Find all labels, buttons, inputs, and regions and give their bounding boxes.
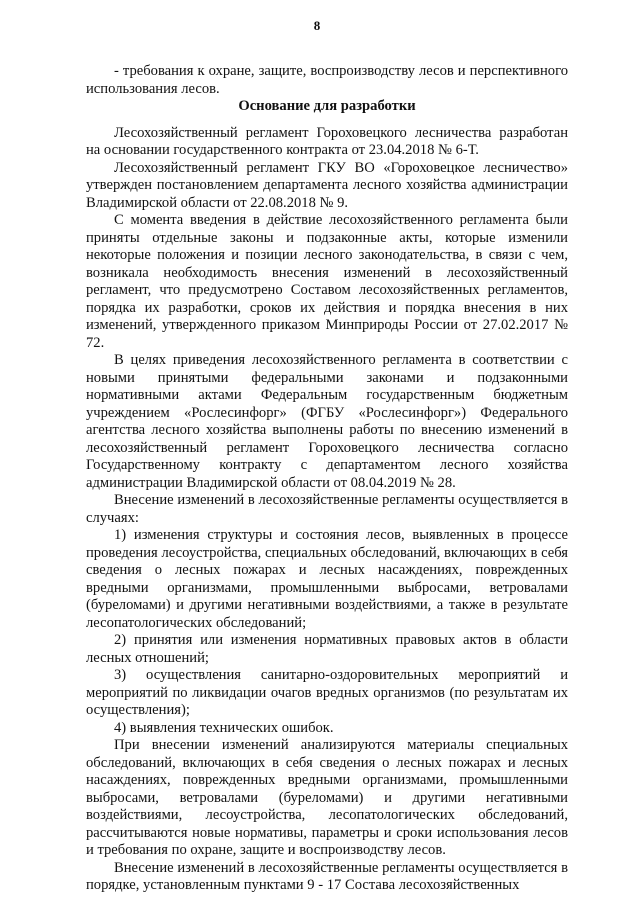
paragraph-approval: Лесохозяйственный регламент ГКУ ВО «Гороховецкое лесничество» утвержден постановлением департамента лесного хозяйства администрации Владимирской области от 22.08.2018 № 9. [86, 159, 568, 211]
list-item-3: 3) осуществления санитарно-оздоровительных мероприятий и мероприятий по ликвидации очагов вредных организмов (по результатам их осуществления); [86, 667, 568, 718]
paragraph-rosleinforg: В целях приведения лесохозяйственного регламента в соответствии с новыми принятыми федеральными законами и подзаконными нормативными актами Федеральным государственным бюджетным учреждением «Рослесинфорг» (ФГБУ «Рослесинфорг») Федерального агентства лесного хозяйства выполнены работы по внесению изменений в лесохозяйственный регламент Гороховецкого лесничества согласно Государственному контракту с департаментом лесного хозяйства администрации Владимирской области от 08.04.2019 № 28. [86, 352, 568, 491]
paragraph-procedure: Внесение изменений в лесохозяйственные регламенты осуществляется в порядке, установленным пунктами 9 - 17 Состава лесохозяйственных [86, 859, 568, 893]
page-number: 8 [313, 18, 321, 33]
document-body [86, 63, 568, 895]
list-item-2: 2) принятия или изменения нормативных правовых актов в области лесных отношений; [86, 632, 568, 666]
paragraph-requirements: - требования к охране, защите, воспроизводству лесов и перспективного использования лесов. [86, 63, 568, 97]
paragraph-cases-intro: Внесение изменений в лесохозяйственные регламенты осуществляется в случаях: [86, 492, 568, 526]
list-item-4: 4) выявления технических ошибок. [114, 719, 334, 736]
paragraph-contract: Лесохозяйственный регламент Гороховецкого лесничества разработан на основании государственного контракта от 23.04.2018 № 6-Т. [86, 124, 568, 158]
list-item-1: 1) изменения структуры и состояния лесов, выявленных в процессе проведения лесоустройства, специальных обследований, включающих в себя сведения о лесных пожарах и лесных насаждениях, поврежденных вредными организмами, промышленными выбросами, ветровалами (буреломами) и другими негативными воздействиями, а также в результате лесопатологических обследований; [86, 527, 568, 631]
section-heading: Основание для разработки [238, 98, 416, 114]
paragraph-legislation: С момента введения в действие лесохозяйственного регламента были приняты отдельные законы и подзаконные акты, которые изменили некоторые положения и позиции лесного законодательства, в связи с чем, возникала необходимость внесения изменений в лесохозяйственный регламент, что предусмотрено Составом лесохозяйственных регламентов, порядка их разработки, сроков их действия и порядка внесения в них изменений, утвержденного приказом Минприроды России от 27.02.2017 № 72. [86, 212, 568, 351]
paragraph-analysis: При внесении изменений анализируются материалы специальных обследований, включающих в себя сведения о лесных пожарах и лесных насаждениях, поврежденных вредными организмами, промышленными выбросами, ветровалами (буреломами) и другими негативными воздействиями, лесоустройства, лесопатологических обследований, рассчитываются новые нормативы, параметры и сроки использования лесов и требования по охране, защите и воспроизводству лесов. [86, 737, 568, 858]
